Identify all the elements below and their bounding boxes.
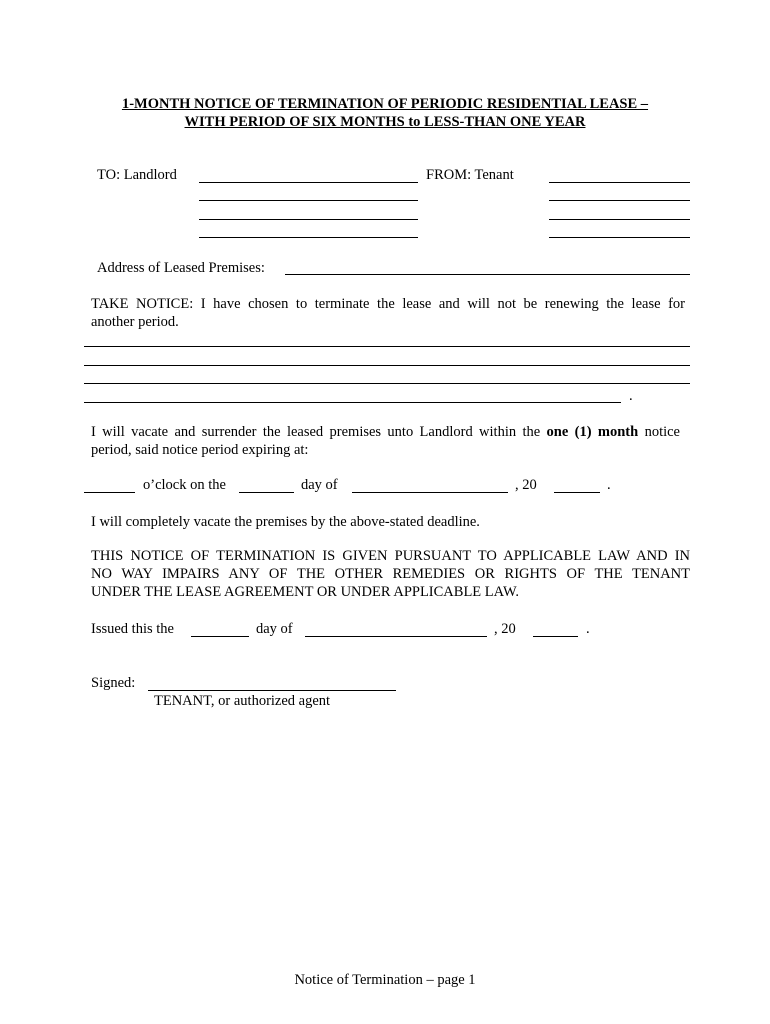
issued-year-line[interactable] bbox=[533, 636, 578, 637]
expiry-year-prefix: , 20 bbox=[515, 477, 537, 493]
expiry-year-line[interactable] bbox=[554, 492, 600, 493]
issued-end-period: . bbox=[586, 621, 590, 637]
tenant-address-line-2[interactable] bbox=[549, 200, 690, 201]
take-notice-line-2: another period. bbox=[91, 314, 179, 330]
issued-year-prefix: , 20 bbox=[494, 621, 516, 637]
notice-detail-line-2[interactable] bbox=[84, 365, 690, 366]
legal-notice-line-1: THIS NOTICE OF TERMINATION IS GIVEN PURSUANT TO APPLICABLE LAW AND IN bbox=[91, 548, 690, 564]
expiry-hour-line[interactable] bbox=[84, 492, 135, 493]
issued-day-of-label: day of bbox=[256, 621, 293, 637]
expiry-day-of-label: day of bbox=[301, 477, 338, 493]
address-label: Address of Leased Premises: bbox=[97, 260, 265, 276]
notice-detail-line-3[interactable] bbox=[84, 383, 690, 384]
landlord-address-line-4[interactable] bbox=[199, 237, 418, 238]
issued-month-line[interactable] bbox=[305, 636, 487, 637]
expiry-end-period: . bbox=[607, 477, 611, 493]
legal-notice-line-3: UNDER THE LEASE AGREEMENT OR UNDER APPLICABLE LAW. bbox=[91, 584, 519, 600]
vacate-line-1 bbox=[91, 423, 680, 441]
notice-detail-period: . bbox=[629, 388, 633, 404]
expiry-month-line[interactable] bbox=[352, 492, 508, 493]
issued-label: Issued this the bbox=[91, 621, 174, 637]
landlord-address-line-3[interactable] bbox=[199, 219, 418, 220]
from-tenant-label: FROM: Tenant bbox=[426, 167, 514, 183]
address-input-line[interactable] bbox=[285, 274, 690, 275]
deadline-statement: I will completely vacate the premises by the above-stated deadline. bbox=[91, 514, 480, 530]
signature-line[interactable] bbox=[148, 690, 396, 691]
tenant-address-line-4[interactable] bbox=[549, 237, 690, 238]
tenant-name-line-1[interactable] bbox=[549, 182, 690, 183]
to-landlord-label: TO: Landlord bbox=[97, 167, 177, 183]
legal-notice-line-2: NO WAY IMPAIRS ANY OF THE OTHER REMEDIES OR RIGHTS OF THE TENANT bbox=[91, 566, 690, 582]
take-notice-line-1: TAKE NOTICE: I have chosen to terminate the lease and will not be renewing the lease for bbox=[91, 296, 685, 312]
notice-detail-line-4[interactable] bbox=[84, 402, 621, 403]
vacate-line-1-bold: one (1) month bbox=[546, 424, 639, 440]
signed-label: Signed: bbox=[91, 675, 136, 691]
page-footer: Notice of Termination – page 1 bbox=[294, 972, 476, 988]
vacate-line-2: period, said notice period expiring at: bbox=[91, 442, 309, 458]
issued-day-line[interactable] bbox=[191, 636, 249, 637]
tenant-address-line-3[interactable] bbox=[549, 219, 690, 220]
expiry-day-line[interactable] bbox=[239, 492, 294, 493]
landlord-address-line-2[interactable] bbox=[199, 200, 418, 201]
signature-caption: TENANT, or authorized agent bbox=[154, 693, 331, 709]
expiry-oclock-label: o’clock on the bbox=[143, 477, 226, 493]
vacate-line-1-post: notice bbox=[644, 424, 680, 440]
landlord-name-line-1[interactable] bbox=[199, 182, 418, 183]
vacate-line-1-pre: I will vacate and surrender the leased premises unto Landlord within the bbox=[91, 424, 541, 440]
document-title-line-1: 1-MONTH NOTICE OF TERMINATION OF PERIODIC RESIDENTIAL LEASE – bbox=[121, 96, 649, 112]
notice-detail-line-1[interactable] bbox=[84, 346, 690, 347]
document-title-line-2: WITH PERIOD OF SIX MONTHS to LESS-THAN ONE YEAR bbox=[184, 114, 586, 130]
